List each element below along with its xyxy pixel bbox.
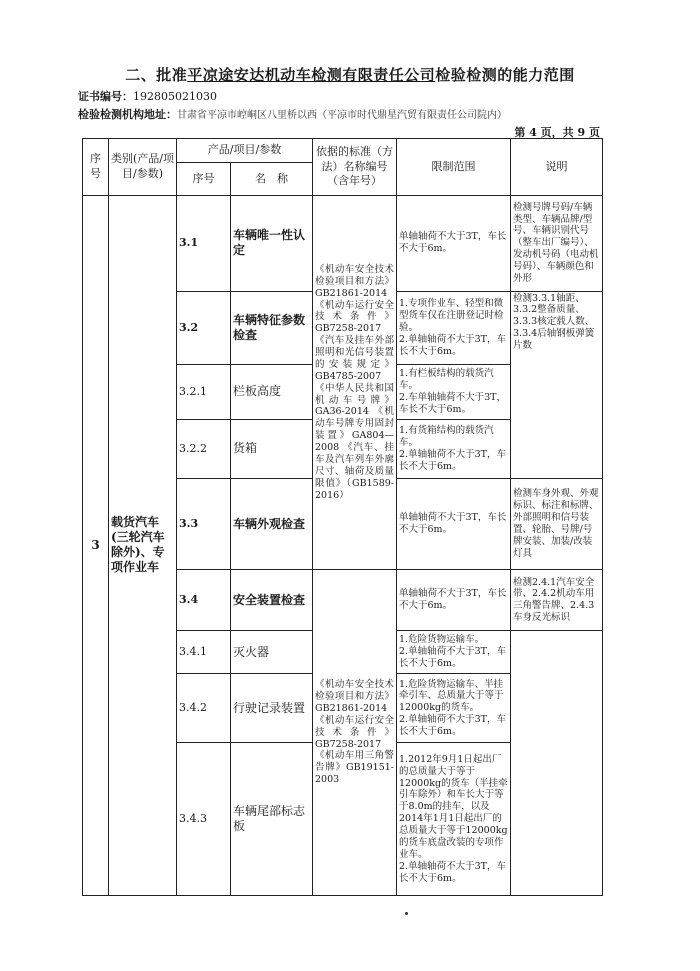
row-no: 3.4.1 bbox=[177, 631, 231, 674]
row-limit: 1.有栏板结构的载货汽车。 2.车单轴轴荷不大于3T，车长不大于6m。 bbox=[397, 364, 511, 419]
group-category: 载货汽车(三轮汽车除外)、专项作业车 bbox=[109, 195, 177, 895]
row-name: 车辆唯一性认定 bbox=[231, 195, 313, 291]
group-seq: 3 bbox=[83, 195, 109, 895]
standard-text: 《机动车安全技术检验项目和方法》GB21861-2014 bbox=[315, 263, 395, 299]
standard-text: 《机动车运行安全技术条件》GB7258-2017 bbox=[315, 714, 395, 750]
header-name: 名 称 bbox=[231, 163, 313, 196]
row-name: 栏板高度 bbox=[231, 364, 313, 419]
row-no: 3.2.2 bbox=[177, 419, 231, 478]
row-limit: 1.危险货物运输车、半挂牵引车、总质量大于等于12000kg的货车。 2.单轴轴荷不大于3T，车长不大于6m。 bbox=[397, 674, 511, 743]
row-no: 3.2 bbox=[177, 291, 231, 364]
row-limit: 1.专项作业车、轻型和微型货车仅在注册登记时检验。 2.单轴轴荷不大于3T，车长不大于6m。 bbox=[397, 291, 511, 364]
row-no: 3.1 bbox=[177, 195, 231, 291]
table-row bbox=[83, 195, 603, 291]
row-name: 灭火器 bbox=[231, 631, 313, 674]
row-limit: 1.有货箱结构的载货汽车。 2.单轴轴荷不大于3T，车长不大于6m。 bbox=[397, 419, 511, 478]
row-no: 3.3 bbox=[177, 478, 231, 570]
row-limit: 1.2012年9月1日起出厂的总质量大于等于12000kg的货车（半挂牵引车除外）和车长大于等于8.0m的挂车，以及2014年1月1日起出厂的总质量大于等于12000kg的货车底盘改装的专项作业车。 2.单轴轴荷不大于3T，车长不大于6m。 bbox=[397, 743, 511, 896]
page-title: 二、批准平凉途安达机动车检测有限责任公司检验检测的能力范围 bbox=[125, 66, 575, 84]
certificate-number: 证书编号：192805021030 bbox=[78, 90, 217, 103]
row-note: 检测号牌号码/车辆类型、车辆品牌/型号、车辆识别代号（整车出厂编号）、发动机号码（电动机号码）、车辆颜色和外形 bbox=[511, 195, 603, 291]
standard-text: 《机动车号牌专用固封装置》GA804—2008 bbox=[315, 406, 395, 454]
row-limit: 单轴轴荷不大于3T，车长不大于6m。 bbox=[397, 195, 511, 291]
row-note: 检测3.3.1轴距、3.3.2整备质量、3.3.3核定载人数、3.3.4后轴钢板弹簧片数 bbox=[511, 291, 603, 478]
row-name: 安全装置检查 bbox=[231, 570, 313, 631]
row-no: 3.4.3 bbox=[177, 743, 231, 896]
header-standard: 依据的标准（方法）名称编号（含年号） bbox=[313, 139, 397, 196]
header-limit: 限制范围 bbox=[397, 139, 511, 196]
row-no: 3.2.1 bbox=[177, 364, 231, 419]
row-name: 车辆尾部标志板 bbox=[231, 743, 313, 896]
scan-speck bbox=[405, 912, 408, 915]
table-header-row bbox=[83, 139, 603, 163]
empty-note bbox=[511, 631, 603, 896]
row-note: 检测2.4.1汽车安全带、2.4.2机动车用三角警告牌、2.4.3车身反光标识 bbox=[511, 570, 603, 631]
standards-cell-b bbox=[313, 570, 397, 896]
row-name: 行驶记录装置 bbox=[231, 674, 313, 743]
row-name: 货箱 bbox=[231, 419, 313, 478]
page-info: 第 4 页，共 9 页 bbox=[514, 126, 600, 139]
row-no: 3.4 bbox=[177, 570, 231, 631]
row-limit: 单轴轴荷不大于3T，车长不大于6m。 bbox=[397, 478, 511, 570]
standard-text: 《中华人民共和国机动车号牌》GA36-2014 bbox=[315, 382, 395, 418]
standard-text: 《机动车运行安全技术条件》GB7258-2017 bbox=[315, 299, 395, 335]
header-seq: 序号 bbox=[83, 139, 109, 196]
institution-address: 检验检测机构地址：甘肃省平凉市崆峒区八里桥以西（平凉市时代鼎星汽贸有限责任公司院内） bbox=[78, 108, 507, 121]
standards-cell-a bbox=[313, 195, 397, 569]
capability-table bbox=[82, 138, 603, 896]
standard-text: 《汽车、挂车及汽车列车外廓尺寸、轴荷及质量限值》（GB1589-2016） bbox=[315, 442, 395, 501]
standard-text: 《机动车用三角警告牌》GB19151-2003 bbox=[315, 750, 395, 786]
header-sub-seq: 序号 bbox=[177, 163, 231, 196]
row-limit: 1.危险货物运输车。 2.单轴轴荷不大于3T，车长不大于6m。 bbox=[397, 631, 511, 674]
header-note: 说明 bbox=[511, 139, 603, 196]
header-product: 产品/项目/参数 bbox=[177, 139, 313, 163]
standard-text: 《机动车安全技术检验项目和方法》GB21861-2014 bbox=[315, 679, 395, 714]
row-limit: 单轴轴荷不大于3T，车长不大于6m。 bbox=[397, 570, 511, 631]
row-name: 车辆特征参数检查 bbox=[231, 291, 313, 364]
header-category: 类别(产品/项目/参数) bbox=[109, 139, 177, 196]
row-no: 3.4.2 bbox=[177, 674, 231, 743]
row-name: 车辆外观检查 bbox=[231, 478, 313, 570]
row-note: 检测车身外观、外观标识、标注和标牌、外部照明和信号装置、轮胎、号牌/号牌安装、加装/改装灯具 bbox=[511, 478, 603, 570]
standard-text: 《汽车及挂车外部照明和光信号装置的安装规定》GB4785-2007 bbox=[315, 335, 395, 382]
